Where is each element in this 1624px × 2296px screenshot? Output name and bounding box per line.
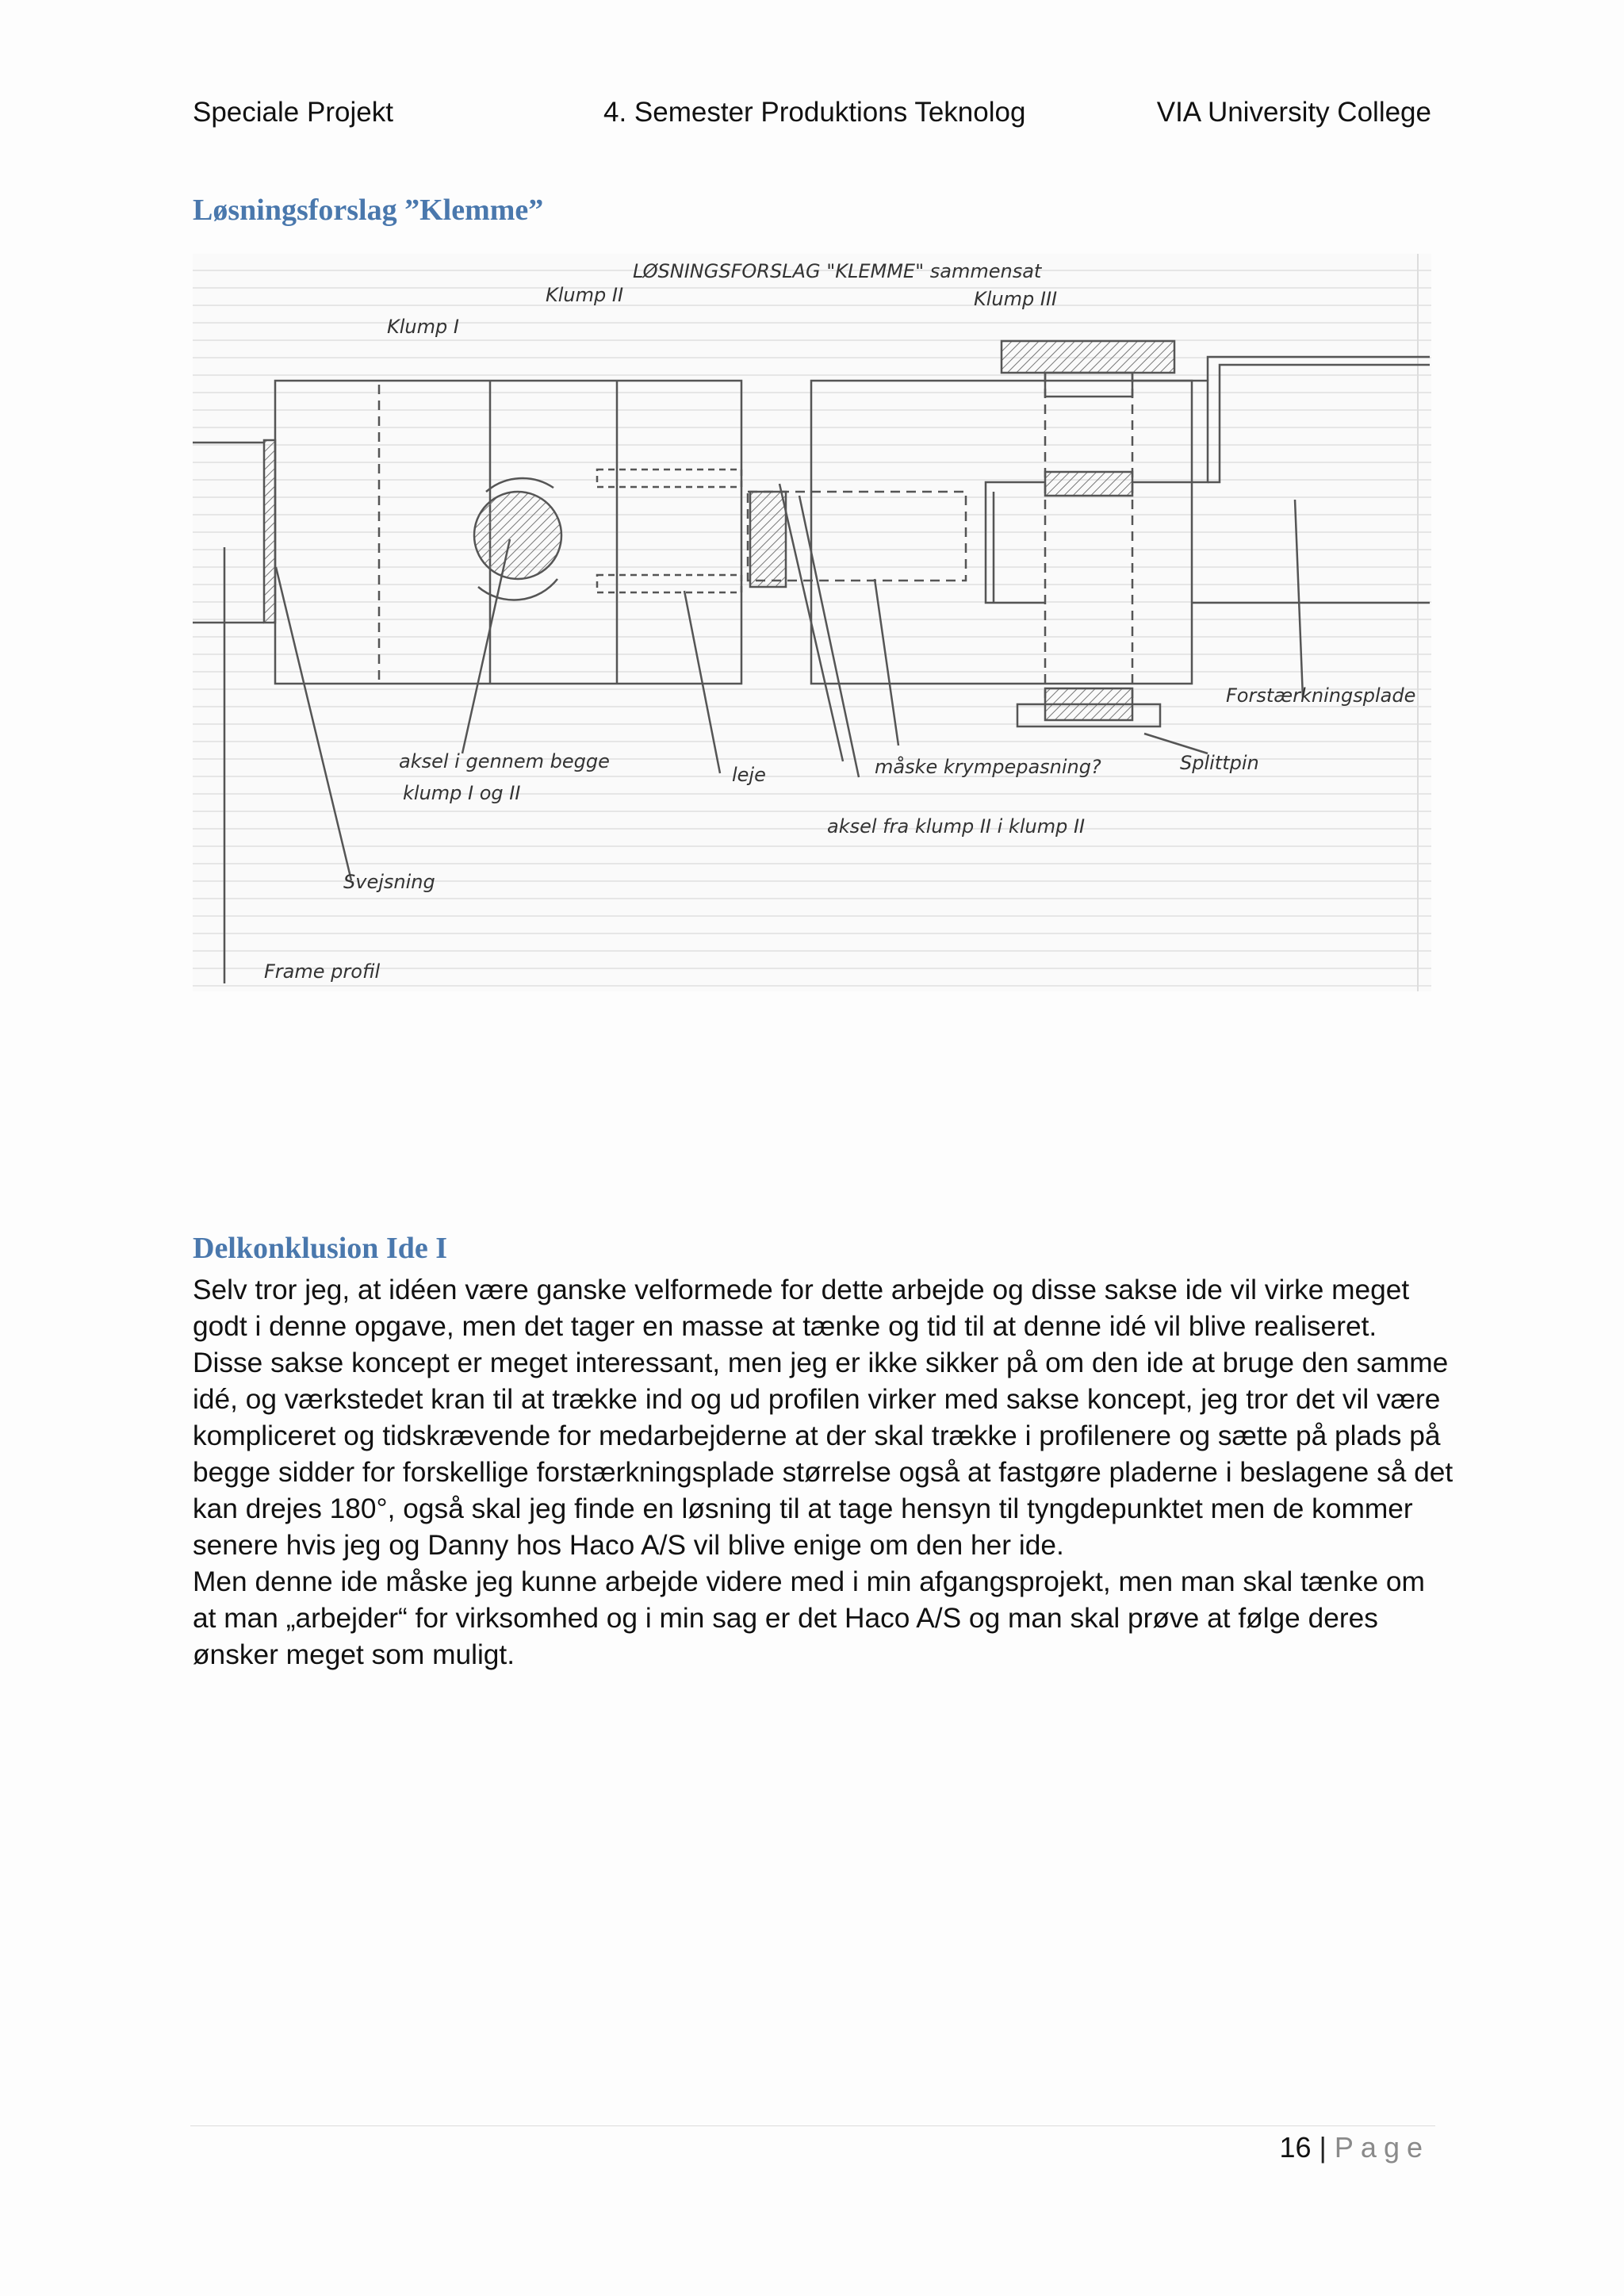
footer-divider <box>190 2125 1435 2126</box>
header-center: 4. Semester Produktions Teknolog <box>603 97 1026 128</box>
section-title-conclusion: Delkonklusion Ide I <box>193 1232 448 1265</box>
paragraph-line: senere hvis jeg og Danny hos Haco A/S vil blive enige om den her ide. <box>193 1530 1064 1561</box>
paragraph-line: at man „arbejder“ for virksomhed og i min sag er det Haco A/S og man skal prøve at følge deres <box>193 1603 1378 1634</box>
hand-sketch-figure <box>193 254 1431 991</box>
label-klump3: Klump III <box>974 288 1058 310</box>
label-splitpin: Splittpin <box>1180 752 1259 774</box>
paragraph-line: kompliceret og tidskrævende for medarbejderne at der skal trække i profilenere og sætte på plads på <box>193 1420 1441 1451</box>
footer-separator: | <box>1319 2131 1327 2164</box>
label-forstaerkningsplade: Forstærkningsplade <box>1226 684 1416 707</box>
label-frame-profil: Frame profil <box>264 960 381 983</box>
label-aksel-gennem-2: klump I og II <box>403 782 521 804</box>
paragraph-line: Selv tror jeg, at idéen være ganske velformede for dette arbejde og disse sakse ide vil virke meget <box>193 1274 1410 1305</box>
page-number: 16 <box>1279 2131 1312 2164</box>
paragraph-line: godt i denne opgave, men det tager en masse at tænke og tid til at denne idé vil blive realiseret. <box>193 1311 1377 1342</box>
label-aksel-fra: aksel fra klump II i klump II <box>827 815 1086 838</box>
paragraph-line: idé, og værkstedet kran til at trække ind og ud profilen virker med sakse koncept, jeg tror det vil være <box>193 1384 1441 1415</box>
conclusion-paragraph <box>193 1272 1454 1673</box>
header-right: VIA University College <box>1156 97 1431 128</box>
page-word: Page <box>1334 2131 1430 2164</box>
label-leje: leje <box>732 764 766 786</box>
label-maaske: måske krympepasning? <box>875 756 1101 778</box>
paragraph-line: Men denne ide måske jeg kunne arbejde videre med i min afgangsprojekt, men man skal tænke om <box>193 1566 1425 1597</box>
label-aksel-gennem: aksel i gennem begge <box>399 750 610 772</box>
label-svejsning: Svejsning <box>343 871 435 893</box>
label-klump2: Klump II <box>546 284 624 306</box>
paragraph-line: ønsker meget som muligt. <box>193 1639 515 1670</box>
paragraph-line: kan drejes 180°, også skal jeg finde en løsning til at tage hensyn til tyngdepunktet men de kommer <box>193 1493 1413 1524</box>
page-header <box>193 97 1431 135</box>
paragraph-line: Disse sakse koncept er meget interessant, men jeg er ikke sikker på om den ide at bruge den samme <box>193 1347 1449 1378</box>
section-title-solution: Løsningsforslag ”Klemme” <box>193 194 544 227</box>
page-footer <box>1279 2131 1430 2164</box>
paragraph-line: begge sidder for forskellige forstærkningsplade størrelse også at fastgøre pladerne i beslagene så det <box>193 1457 1454 1488</box>
sketch-title: LØSNINGSFORSLAG "KLEMME" sammensat <box>633 260 1042 282</box>
label-klump1: Klump I <box>387 316 459 338</box>
header-left: Speciale Projekt <box>193 97 393 128</box>
